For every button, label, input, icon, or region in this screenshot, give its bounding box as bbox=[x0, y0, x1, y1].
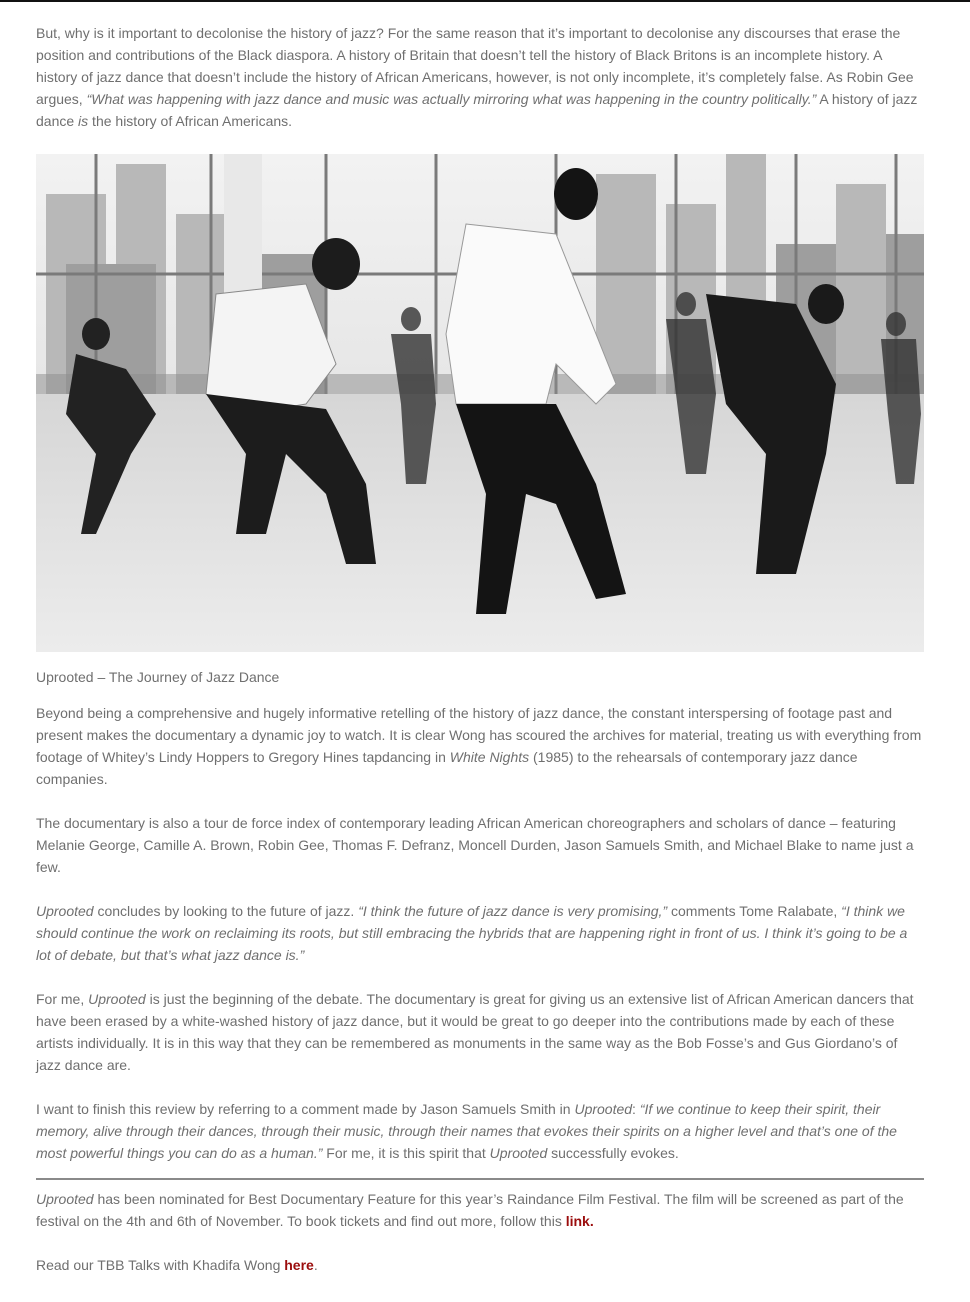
tickets-link[interactable]: link. bbox=[565, 1213, 594, 1229]
text: Beyond being a comprehensive and hugely informative retelling of the history of jazz dance, the constant interspersing of footage past and present makes the documentary a dynamic joy to watch. It is clear Wong has scoured the archives for material, treating us with everything from footage of Whitey’s Lindy Hoppers to Gregory Hines tapdancing in bbox=[36, 705, 922, 765]
text: has been nominated for Best Documentary Feature for this year’s Raindance Film Festival. The film will be screened as part of the festival on the 4th and 6th of November. To book tickets and find out more, follow this bbox=[36, 1191, 904, 1229]
text: concludes by looking to the future of jazz. bbox=[93, 903, 359, 919]
paragraph-raindance bbox=[36, 1188, 924, 1232]
text: successfully evokes. bbox=[547, 1145, 679, 1161]
text: Read our TBB Talks with Khadifa Wong bbox=[36, 1257, 285, 1273]
text: comments Tome Ralabate, bbox=[667, 903, 842, 919]
text: But, why is it important to decolonise the history of jazz? For the same reason that it’s important to decolonise any discourses that erase the position and contributions of the Black diaspora. A history of Britain that doesn’t tell the history of Black Britons is an incomplete history. A history of jazz dance that doesn’t include the history of African Americans, however, is not only incomplete, it’s completely false. As Robin Gee argues, bbox=[36, 25, 914, 107]
text: . bbox=[313, 1257, 318, 1273]
paragraph-tbb-talks bbox=[36, 1254, 924, 1276]
section-divider bbox=[36, 1178, 924, 1180]
text: (1985) to the rehearsals of contemporary jazz dance companies. bbox=[36, 749, 858, 787]
paragraph-conclusion bbox=[36, 1098, 924, 1164]
paragraph-footage bbox=[36, 702, 924, 790]
dance-class-illustration bbox=[36, 154, 924, 652]
paragraph-decolonise bbox=[36, 22, 924, 132]
film-title: Uprooted bbox=[88, 991, 146, 1007]
text: is just the beginning of the debate. The documentary is great for giving us an extensive list of African American dancers that have been erased by a white-washed history of jazz dance, but it would be great to go deeper into the contributions made by each of these artists individually. It is in this way that they can be remembered as monuments in the same way as the Bob Fosse’s and Gus Giordano’s of jazz dance are. bbox=[36, 991, 914, 1073]
quote-robin-gee: “What was happening with jazz dance and music was actually mirroring what was happening in the country politically.” bbox=[86, 91, 817, 107]
film-title: White Nights bbox=[449, 749, 530, 765]
top-rule bbox=[0, 0, 970, 2]
text: For me, it is this spirit that bbox=[322, 1145, 490, 1161]
image-caption: Uprooted – The Journey of Jazz Dance bbox=[36, 669, 280, 685]
text: the history of African Americans. bbox=[88, 113, 293, 129]
quote-tome-ralabate: “I think the future of jazz dance is very promising,” bbox=[358, 903, 668, 919]
emphasis: is bbox=[78, 113, 89, 129]
article-body bbox=[36, 22, 924, 1298]
paragraph-debate bbox=[36, 988, 924, 1076]
dance-class-photo bbox=[36, 154, 924, 652]
quote-tome-ralabate-continued: “I think we should continue the work on reclaiming its roots, but still embracing the hybrids that are happening right in front of us. I think it’s going to be a lot of debate, but that’s what jazz dance is.” bbox=[36, 903, 908, 963]
text: I want to finish this review by referring to a comment made by Jason Samuels Smith in bbox=[36, 1101, 575, 1117]
film-title: Uprooted bbox=[489, 1145, 548, 1161]
text: : bbox=[632, 1101, 640, 1117]
text: A history of jazz dance bbox=[36, 91, 918, 129]
paragraph-future bbox=[36, 900, 924, 966]
quote-jason-samuels-smith: “If we continue to keep their spirit, their memory, alive through their dances, through their music, through their names that evokes their spirits on a higher level and that’s one of the most powerful things you can do as a human.” bbox=[36, 1101, 897, 1161]
film-title: Uprooted bbox=[574, 1101, 633, 1117]
tbb-talks-link[interactable]: here bbox=[284, 1257, 314, 1273]
film-title: Uprooted bbox=[36, 1191, 94, 1207]
text: For me, bbox=[36, 991, 89, 1007]
paragraph-choreographers: The documentary is also a tour de force index of contemporary leading African American choreographers and scholars of dance – featuring Melanie George, Camille A. Brown, Robin Gee, Thomas F. Defranz, Moncell Durden, Jason Samuels Smith, and Michael Blake to name just a few. bbox=[36, 815, 914, 875]
film-title: Uprooted bbox=[36, 903, 94, 919]
